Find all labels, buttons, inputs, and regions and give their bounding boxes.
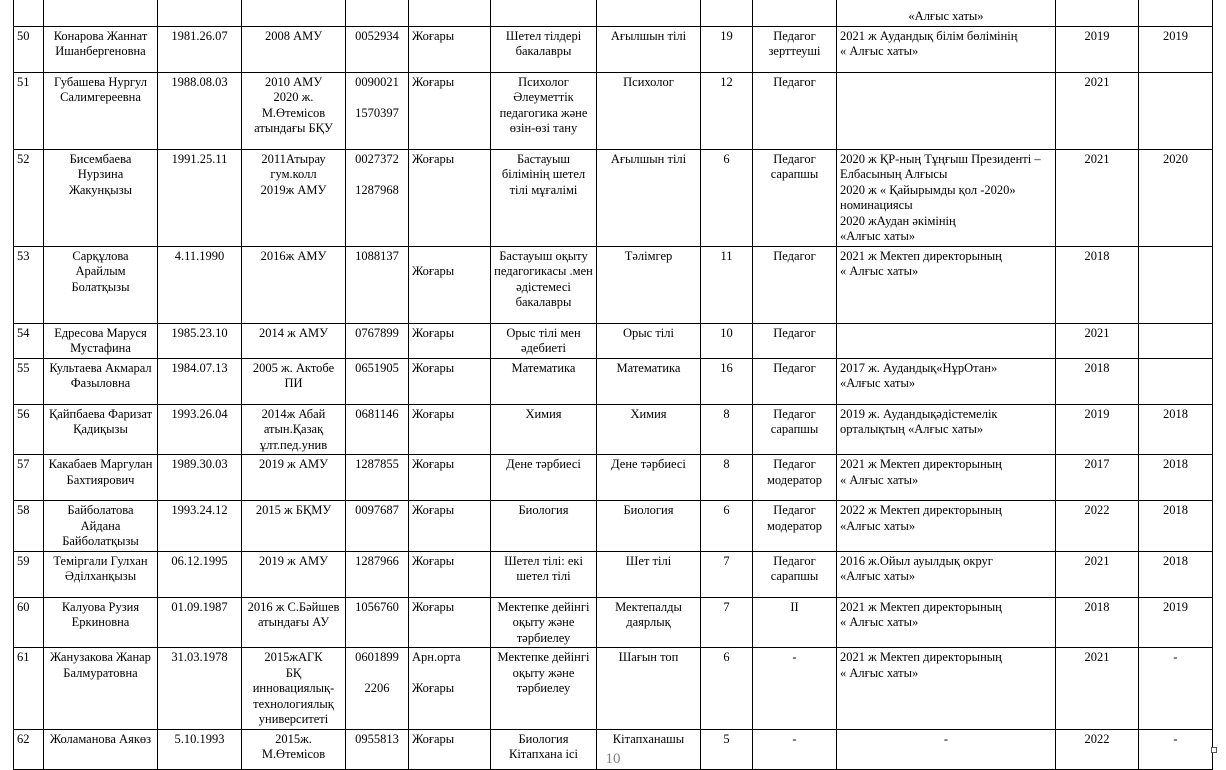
education-cell: 2014 ж АМУ	[242, 323, 346, 358]
awards-cell: 2022 ж Мектеп директорының «Алғыс хаты»	[837, 501, 1056, 552]
experience-cell: 12	[701, 72, 753, 149]
education-level-cell: Жоғары	[409, 72, 491, 149]
birth-date-cell: 1993.24.12	[158, 501, 242, 552]
diploma-number-cell: 1287855	[346, 455, 409, 501]
category-cell: Педагог	[753, 358, 837, 404]
category-cell: Педагог	[753, 246, 837, 323]
birth-date-cell: 1988.08.03	[158, 72, 242, 149]
diploma-number-cell: 0651905	[346, 358, 409, 404]
subject-cell: Тәлімгер	[597, 246, 701, 323]
education-cell: 2019 ж АМУ	[242, 455, 346, 501]
experience-cell: 10	[701, 323, 753, 358]
specialty-cell: Бастауыш білімінің шетел тілі мұғалімі	[491, 149, 597, 246]
year-cell: -	[1139, 648, 1213, 730]
awards-cell: -	[837, 729, 1056, 769]
subject-cell: Химия	[597, 404, 701, 455]
row-number: 56	[14, 404, 44, 455]
specialty-cell: Математика	[491, 358, 597, 404]
experience-cell: 5	[701, 729, 753, 769]
education-level-cell: Жоғары	[409, 551, 491, 597]
year-cell	[1139, 323, 1213, 358]
subject-cell: Кітапханашы	[597, 729, 701, 769]
birth-date-cell: 1985.23.10	[158, 323, 242, 358]
category-cell: Педагог	[753, 323, 837, 358]
name-cell: Сарқұлова Арайлым Болатқызы	[44, 246, 158, 323]
name-cell: Байболатова Айдана Байболатқызы	[44, 501, 158, 552]
year-cell: 2018	[1139, 455, 1213, 501]
education-level-cell: Жоғары	[409, 149, 491, 246]
education-cell: 2015жАГК БҚ инновациялық-технологиялық университеті	[242, 648, 346, 730]
category-cell: II	[753, 597, 837, 648]
year-cell	[1139, 358, 1213, 404]
year-cell: 2018	[1139, 404, 1213, 455]
experience-cell: 11	[701, 246, 753, 323]
awards-cell: 2021 ж Мектеп директорының « Алғыс хаты»	[837, 648, 1056, 730]
subject-cell: Психолог	[597, 72, 701, 149]
subject-cell: Ағылшын тілі	[597, 26, 701, 72]
subject-cell: Шағын топ	[597, 648, 701, 730]
specialty-cell: Мектепке дейінгі оқыту және тәрбиелеу	[491, 597, 597, 648]
year-cell: 2021	[1056, 72, 1139, 149]
diploma-number-cell: 0681146	[346, 404, 409, 455]
education-cell: 2016 ж С.Бәйшев атындағы АУ	[242, 597, 346, 648]
subject-cell: Ағылшын тілі	[597, 149, 701, 246]
diploma-number-cell: 0027372 1287968	[346, 149, 409, 246]
awards-cell: «Алғыс хаты»	[837, 0, 1056, 26]
subject-cell: Шет тілі	[597, 551, 701, 597]
name-cell: Какабаев Маргулан Бахтиярович	[44, 455, 158, 501]
specialty-cell: Биология Кітапхана ісі	[491, 729, 597, 769]
awards-cell: 2021 ж Мектеп директорының « Алғыс хаты»	[837, 597, 1056, 648]
birth-date-cell: 1989.30.03	[158, 455, 242, 501]
row-number: 58	[14, 501, 44, 552]
row-number: 55	[14, 358, 44, 404]
specialty-cell: Мектепке дейінгі оқыту және тәрбиелеу	[491, 648, 597, 730]
birth-date-cell: 1991.25.11	[158, 149, 242, 246]
awards-cell: 2019 ж. Аудандықәдістемелік орталықтың «Алғыс хаты»	[837, 404, 1056, 455]
row-number: 51	[14, 72, 44, 149]
staff-table	[13, 0, 1213, 770]
year-cell: 2019	[1139, 26, 1213, 72]
category-cell: -	[753, 648, 837, 730]
education-level-cell: Жоғары	[409, 501, 491, 552]
diploma-number-cell: 1056760	[346, 597, 409, 648]
name-cell: Культаева Акмарал Фазыловна	[44, 358, 158, 404]
table-row	[14, 551, 1213, 597]
experience-cell: 7	[701, 597, 753, 648]
year-cell: 2020	[1139, 149, 1213, 246]
education-cell: 2014ж Абай атын.Қазақ ұлт.пед.унив	[242, 404, 346, 455]
category-cell: Педагог сарапшы	[753, 551, 837, 597]
subject-cell: Орыс тілі	[597, 323, 701, 358]
name-cell: Жанузакова Жанар Балмуратовна	[44, 648, 158, 730]
awards-cell: 2021 ж Мектеп директорының « Алғыс хаты»	[837, 455, 1056, 501]
year-cell: 2019	[1056, 26, 1139, 72]
year-cell: 2021	[1056, 648, 1139, 730]
name-cell: Губашева Нургул Салимгереевна	[44, 72, 158, 149]
diploma-number-cell: 0601899 2206	[346, 648, 409, 730]
specialty-cell: Шетел тілдері бакалавры	[491, 26, 597, 72]
table-row	[14, 648, 1213, 730]
subject-cell: Биология	[597, 501, 701, 552]
experience-cell: 6	[701, 149, 753, 246]
specialty-cell: Дене тәрбиесі	[491, 455, 597, 501]
education-cell: 2011Атырау гум.колл 2019ж АМУ	[242, 149, 346, 246]
year-cell: 2021	[1056, 551, 1139, 597]
table-resize-handle[interactable]	[1211, 747, 1217, 753]
year-cell: 2021	[1056, 149, 1139, 246]
page-number: 10	[605, 751, 621, 767]
diploma-number-cell: 1287966	[346, 551, 409, 597]
year-cell: 2022	[1056, 729, 1139, 769]
education-cell: 2019 ж АМУ	[242, 551, 346, 597]
year-cell: 2018	[1139, 551, 1213, 597]
awards-cell	[837, 323, 1056, 358]
birth-date-cell: 01.09.1987	[158, 597, 242, 648]
table-row	[14, 358, 1213, 404]
specialty-cell: Шетел тілі: екі шетел тілі	[491, 551, 597, 597]
education-level-cell: Жоғары	[409, 455, 491, 501]
category-cell: Педагог модератор	[753, 455, 837, 501]
row-number: 61	[14, 648, 44, 730]
awards-cell: 2016 ж.Ойыл ауылдық округ «Алғыс хаты»	[837, 551, 1056, 597]
education-level-cell: Жоғары	[409, 26, 491, 72]
specialty-cell: Бастауыш оқыту педагогикасы .мен әдістемесі бакалавры	[491, 246, 597, 323]
education-cell: 2008 АМУ	[242, 26, 346, 72]
year-cell: 2019	[1056, 404, 1139, 455]
year-cell: 2022	[1056, 501, 1139, 552]
specialty-cell: Орыс тілі мен әдебиеті	[491, 323, 597, 358]
table-row	[14, 246, 1213, 323]
diploma-number-cell: 1088137	[346, 246, 409, 323]
table-row	[14, 404, 1213, 455]
subject-cell: Дене тәрбиесі	[597, 455, 701, 501]
subject-cell: Математика	[597, 358, 701, 404]
row-number: 54	[14, 323, 44, 358]
subject-cell: Мектепалды даярлық	[597, 597, 701, 648]
education-level-cell: Жоғары	[409, 323, 491, 358]
specialty-cell: Химия	[491, 404, 597, 455]
awards-cell: 2021 ж Аудандық білім бөлімінің « Алғыс хаты»	[837, 26, 1056, 72]
education-level-cell: Жоғары	[409, 358, 491, 404]
birth-date-cell: 1984.07.13	[158, 358, 242, 404]
birth-date-cell: 06.12.1995	[158, 551, 242, 597]
name-cell: Қайпбаева Фаризат Қадиқызы	[44, 404, 158, 455]
row-number: 52	[14, 149, 44, 246]
year-cell: 2021	[1056, 323, 1139, 358]
experience-cell: 6	[701, 648, 753, 730]
diploma-number-cell: 0097687	[346, 501, 409, 552]
row-number: 53	[14, 246, 44, 323]
row-number: 59	[14, 551, 44, 597]
year-cell	[1139, 246, 1213, 323]
education-level-cell: Арн.орта Жоғары	[409, 648, 491, 730]
row-number: 50	[14, 26, 44, 72]
name-cell: Конарова Жаннат Ишанбергеновна	[44, 26, 158, 72]
year-cell: 2018	[1056, 358, 1139, 404]
specialty-cell: Биология	[491, 501, 597, 552]
education-cell: 2015 ж БҚМУ	[242, 501, 346, 552]
awards-cell	[837, 72, 1056, 149]
birth-date-cell: 31.03.1978	[158, 648, 242, 730]
table-row	[14, 323, 1213, 358]
year-cell: 2018	[1056, 246, 1139, 323]
category-cell: Педагог	[753, 72, 837, 149]
name-cell: Калуова Рузия Еркиновна	[44, 597, 158, 648]
education-level-cell: Жоғары	[409, 246, 491, 323]
year-cell	[1139, 72, 1213, 149]
table-row	[14, 0, 1213, 26]
year-cell: -	[1139, 729, 1213, 769]
diploma-number-cell: 0052934	[346, 26, 409, 72]
table-row	[14, 501, 1213, 552]
year-cell: 2018	[1139, 501, 1213, 552]
education-cell: 2016ж АМУ	[242, 246, 346, 323]
education-cell: 2010 АМУ 2020 ж. М.Өтемісов атындағы БҚУ	[242, 72, 346, 149]
awards-cell: 2021 ж Мектеп директорының « Алғыс хаты»	[837, 246, 1056, 323]
education-cell: 2005 ж. Актобе ПИ	[242, 358, 346, 404]
row-number: 62	[14, 729, 44, 769]
diploma-number-cell: 0955813	[346, 729, 409, 769]
category-cell: -	[753, 729, 837, 769]
row-number: 57	[14, 455, 44, 501]
birth-date-cell: 5.10.1993	[158, 729, 242, 769]
education-level-cell: Жоғары	[409, 597, 491, 648]
specialty-cell: Психолог Әлеуметтік педагогика және өзін-өзі тану	[491, 72, 597, 149]
experience-cell: 7	[701, 551, 753, 597]
row-number: 60	[14, 597, 44, 648]
experience-cell: 8	[701, 455, 753, 501]
table-row	[14, 597, 1213, 648]
education-level-cell: Жоғары	[409, 729, 491, 769]
awards-cell: 2020 ж ҚР-ның Тұңғыш Президенті – Елбасының Алғысы 2020 ж « Қайырымды қол -2020» номинациясы 2020 жАудан әкімінің «Алғыс хаты»	[837, 149, 1056, 246]
table-row	[14, 26, 1213, 72]
year-cell: 2019	[1139, 597, 1213, 648]
category-cell: Педагог сарапшы	[753, 404, 837, 455]
name-cell: Едресова Маруся Мустафина	[44, 323, 158, 358]
year-cell: 2017	[1056, 455, 1139, 501]
table-row	[14, 72, 1213, 149]
category-cell: Педагог сарапшы	[753, 149, 837, 246]
birth-date-cell: 4.11.1990	[158, 246, 242, 323]
diploma-number-cell: 0090021 1570397	[346, 72, 409, 149]
experience-cell: 19	[701, 26, 753, 72]
year-cell: 2018	[1056, 597, 1139, 648]
table-row	[14, 455, 1213, 501]
category-cell: Педагог зерттеуші	[753, 26, 837, 72]
experience-cell: 6	[701, 501, 753, 552]
experience-cell: 16	[701, 358, 753, 404]
category-cell: Педагог модератор	[753, 501, 837, 552]
education-cell: 2015ж. М.Өтемісов	[242, 729, 346, 769]
education-level-cell: Жоғары	[409, 404, 491, 455]
diploma-number-cell: 0767899	[346, 323, 409, 358]
table-row	[14, 149, 1213, 246]
birth-date-cell: 1993.26.04	[158, 404, 242, 455]
birth-date-cell: 1981.26.07	[158, 26, 242, 72]
name-cell: Жоламанова Аякөз	[44, 729, 158, 769]
name-cell: Теміргали Гулхан Әділханқызы	[44, 551, 158, 597]
awards-cell: 2017 ж. Аудандық«НұрОтан» «Алғыс хаты»	[837, 358, 1056, 404]
experience-cell: 8	[701, 404, 753, 455]
name-cell: Бисембаева Нурзина Жакунқызы	[44, 149, 158, 246]
